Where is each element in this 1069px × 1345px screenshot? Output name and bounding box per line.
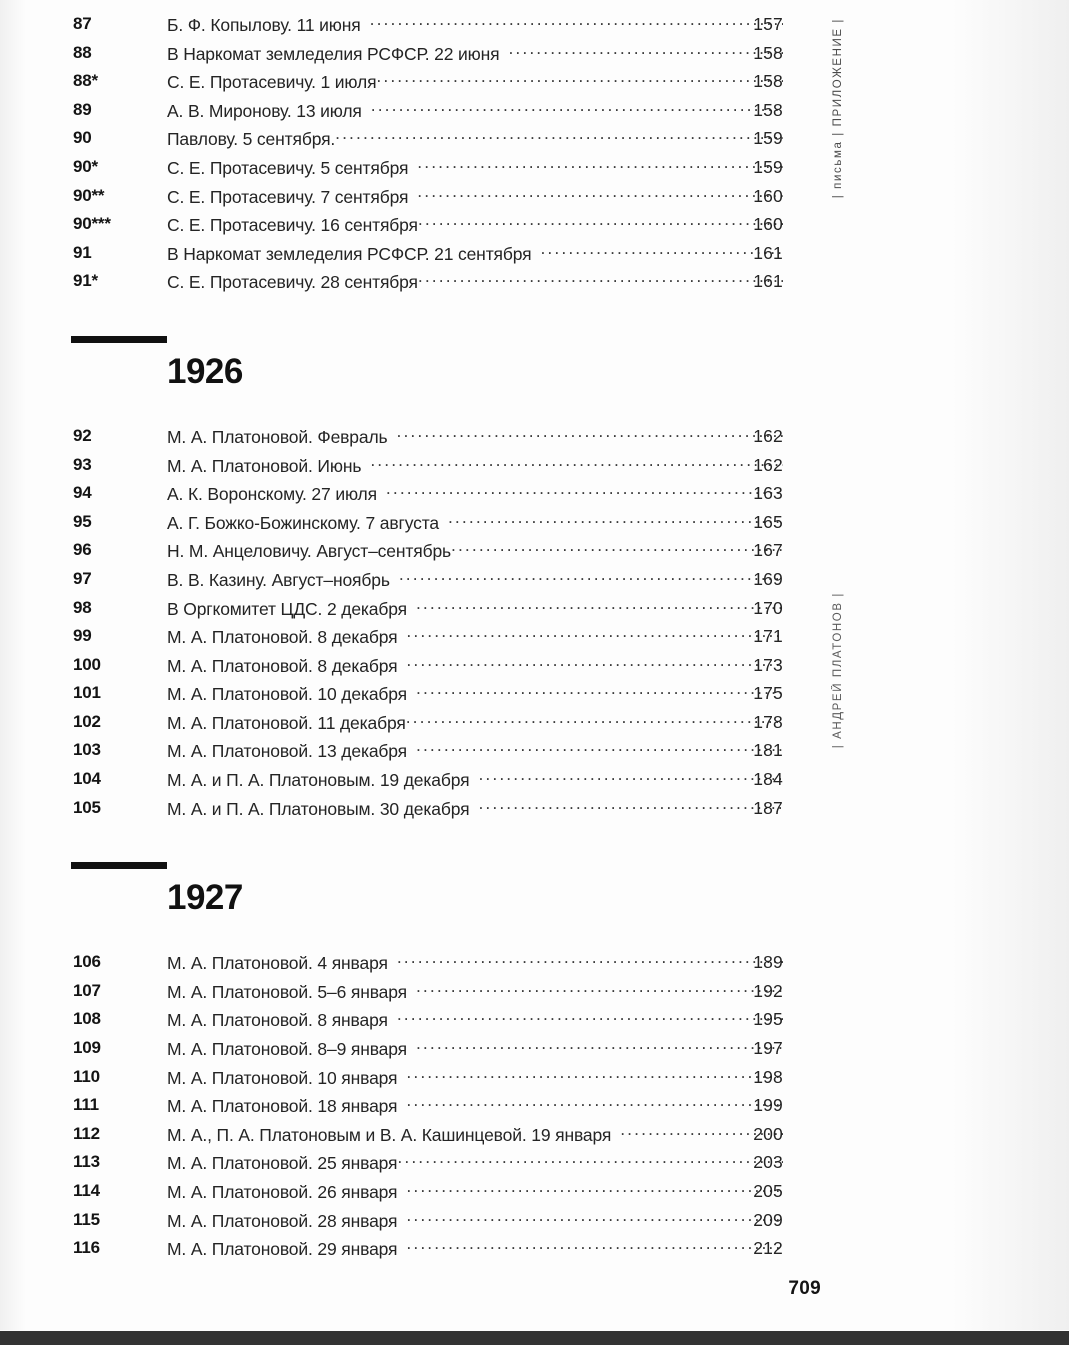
entry-page-number[interactable]: 158 [753,99,783,120]
entry-body [167,1038,783,1060]
entry-page-number[interactable]: 161 [753,271,783,292]
entry-title: М. А. Платоновой. 26 января [167,1182,398,1202]
entry-number: 108 [73,1009,101,1029]
entry-page-number[interactable]: 184 [753,769,783,790]
entry-number: 95 [73,511,92,531]
entry-title: В Наркомат земледелия РСФСР. 22 июня [167,43,500,64]
index-entry[interactable] [0,71,1069,100]
index-entry[interactable] [0,100,1069,129]
entry-title: М. А. Платоновой. Февраль [167,426,388,447]
entry-page-number[interactable]: 162 [753,425,783,446]
top-spacer [0,0,1069,14]
entry-number: 88 [73,42,92,62]
entry-number: 107 [73,980,101,1000]
entry-number: 110 [73,1066,100,1086]
entry-page-number[interactable]: 192 [753,980,783,1001]
index-entry[interactable] [0,1181,1069,1210]
entry-page-number[interactable]: 165 [753,511,783,532]
entry-number: 102 [73,711,101,731]
entry-title: М. А. Платоновой. 29 января [167,1239,398,1260]
entry-page-number[interactable]: 203 [753,1152,783,1173]
entry-body [167,455,783,477]
entry-number: 106 [73,952,101,972]
entry-number: 90** [73,185,105,205]
index-entry[interactable] [0,1238,1069,1267]
entry-body [167,1152,783,1174]
index-entry[interactable] [0,43,1069,72]
entry-body [167,598,783,620]
index-entry[interactable] [0,952,1069,981]
entry-page-number[interactable]: 160 [753,214,783,235]
entry-page-number[interactable]: 198 [753,1066,783,1087]
entry-number: 100 [73,654,101,674]
entry-body [167,43,783,65]
entry-number: 88* [73,71,98,91]
entry-body [167,769,783,791]
index-entry[interactable] [0,1067,1069,1096]
entry-body [167,1009,783,1031]
entry-number: 91 [73,242,92,262]
entry-number: 114 [73,1181,100,1200]
entry-title: М. А. Платоновой. 10 января [167,1067,398,1088]
entry-body [167,243,783,265]
entry-number: 116 [73,1238,100,1258]
entry-body [167,683,783,705]
entry-body [167,1210,783,1232]
index-entry[interactable] [0,598,1069,627]
entry-number: 101 [73,683,101,703]
entry-body [167,569,783,591]
entry-title: В Оргкомитет ЦДС. 2 декабря [167,598,407,619]
entry-number: 93 [73,454,92,474]
index-entry[interactable] [0,512,1069,541]
entry-page-number[interactable]: 158 [753,71,783,92]
entry-page-number[interactable]: 158 [753,42,783,63]
year-section-heading [0,856,1069,952]
running-head-appendix [832,18,844,198]
index-entry[interactable] [0,186,1069,215]
entry-number: 113 [73,1152,100,1172]
index-entry[interactable] [0,1095,1069,1124]
entry-title: Б. Ф. Копылову. 11 июня [167,15,361,35]
entry-number: 98 [73,597,92,617]
entry-number: 92 [73,425,92,445]
entry-page-number[interactable]: 173 [753,654,783,675]
entry-title: Н. М. Анцеловичу. Август–сентябрь [167,541,451,562]
entry-page-number[interactable]: 200 [753,1123,783,1144]
entry-number: 91* [73,271,98,291]
entry-body [167,1067,783,1089]
entry-page-number[interactable]: 159 [753,128,783,149]
dot-leader [335,128,783,145]
entry-title: М. А. Платоновой. 8 декабря [167,655,398,676]
entry-title: М. А. Платоновой. 10 декабря [167,684,407,705]
entry-page-number[interactable]: 181 [753,740,783,761]
entry-title: С. Е. Протасевичу. 7 сентября [167,186,409,207]
entry-number: 105 [73,797,101,817]
entry-number: 103 [73,740,101,760]
entry-body [167,1238,783,1260]
entry-body [167,14,783,36]
entry-page-number[interactable]: 175 [753,683,783,704]
entry-body [167,1095,783,1117]
index-entry[interactable] [0,655,1069,684]
entry-title: М. А. Платоновой. 4 января [167,953,388,974]
running-head-appendix-text: | письма | ПРИЛОЖЕНИЕ | [832,18,844,199]
entry-page-number[interactable]: 187 [753,797,783,818]
entry-body [167,712,783,734]
index-entry[interactable] [0,1038,1069,1067]
entry-title: В Наркомат земледелия РСФСР. 21 сентября [167,243,532,264]
entry-title: М. А. Платоновой. 13 декабря [167,741,407,762]
year-label: 1926 [167,351,243,391]
entry-title: М. А. и П. А. Платоновым. 30 декабря [167,798,470,819]
entry-page-number[interactable]: 162 [753,454,783,475]
entry-body [167,71,783,93]
entry-page-number[interactable]: 170 [753,597,783,618]
index-entry[interactable] [0,626,1069,655]
entry-page-number[interactable]: 189 [753,952,783,973]
entry-body [167,128,783,150]
entry-number: 90* [73,156,98,176]
entry-page-number[interactable]: 157 [753,14,783,34]
entry-page-number[interactable]: 195 [753,1009,783,1030]
index-entry[interactable] [0,1152,1069,1181]
index-entry[interactable] [0,798,1069,827]
entry-number: 109 [73,1038,101,1058]
entry-title: В. В. Казину. Август–ноябрь [167,569,390,590]
entry-body [167,540,783,562]
entry-title: М. А. Платоновой. 25 января [167,1153,398,1174]
entry-page-number[interactable]: 163 [753,483,783,504]
entry-body [167,271,783,293]
entry-body [167,1181,783,1203]
entry-number: 90*** [73,214,111,234]
entry-title: А. В. Миронову. 13 июля [167,100,362,121]
year-section-heading [0,330,1069,426]
entry-body [167,186,783,208]
entry-title: М. А. Платоновой. Июнь [167,455,362,476]
entry-body [167,512,783,534]
scan-bottom-edge-band [0,1331,1069,1345]
index-entry[interactable] [0,157,1069,186]
entry-body [167,426,783,448]
entry-page-number[interactable]: 160 [753,185,783,206]
entry-number: 104 [73,769,101,789]
entry-title: С. Е. Протасевичу. 1 июля [167,72,377,93]
index-entry[interactable] [0,1009,1069,1038]
entry-number: 96 [73,540,92,560]
entry-page-number[interactable]: 171 [753,626,783,647]
entry-number: 87 [73,14,92,33]
entry-body [167,981,783,1003]
entry-title: С. Е. Протасевичу. 16 сентября [167,215,418,236]
index-entry[interactable] [0,455,1069,484]
index-entry[interactable] [0,569,1069,598]
running-head-author [832,592,844,748]
entry-body [167,157,783,179]
index-entry[interactable] [0,981,1069,1010]
entry-page-number[interactable]: 197 [753,1038,783,1059]
entry-page-number[interactable]: 209 [753,1209,783,1230]
entry-page-number[interactable]: 199 [753,1095,783,1116]
entry-page-number[interactable]: 159 [753,156,783,177]
entry-page-number[interactable]: 169 [753,568,783,589]
entry-title: М. А. Платоновой. 8 января [167,1010,388,1031]
index-entry[interactable] [0,426,1069,455]
entry-title: М. А. Платоновой. 18 января [167,1096,398,1117]
entry-title: Павлову. 5 сентября. [167,129,336,150]
section-spacer [0,300,1069,330]
entry-number: 99 [73,626,92,646]
index-entry[interactable] [0,769,1069,798]
entry-page-number[interactable]: 212 [753,1238,783,1259]
entry-body [167,740,783,762]
entry-number: 115 [73,1209,100,1229]
entry-title: М. А. Платоновой. 8 декабря [167,627,398,648]
section-spacer [0,826,1069,856]
entry-number: 112 [73,1123,100,1143]
index-entry[interactable] [0,683,1069,712]
entry-number: 89 [73,99,92,119]
entry-number: 111 [73,1095,99,1115]
entry-body [167,100,783,122]
index-entry[interactable] [0,1124,1069,1153]
entry-title: С. Е. Протасевичу. 28 сентября [167,272,418,293]
entry-page-number[interactable]: 178 [753,711,783,732]
index-entry[interactable] [0,214,1069,243]
entry-title: М. А. Платоновой. 8–9 января [167,1039,407,1060]
entry-number: 90 [73,128,92,148]
index-entry[interactable] [0,243,1069,272]
index-entry[interactable] [0,540,1069,569]
index-entry[interactable] [0,128,1069,157]
entry-body [167,214,783,236]
index-entry[interactable] [0,740,1069,769]
entry-page-number[interactable]: 161 [753,242,783,263]
entry-title: М. А. Платоновой. 11 декабря [167,712,406,733]
section-rule [71,336,167,343]
entry-body [167,798,783,820]
entry-body [167,483,783,505]
entry-body [167,655,783,677]
index-entry[interactable] [0,483,1069,512]
entry-page-number[interactable]: 205 [753,1181,783,1201]
section-rule [71,862,167,869]
entry-title: М. А. Платоновой. 28 января [167,1210,398,1231]
index-entry[interactable] [0,1210,1069,1239]
entry-title: М. А. и П. А. Платоновым. 19 декабря [167,770,470,791]
entry-title: М. А. Платоновой. 5–6 января [167,981,407,1002]
index-entry[interactable] [0,712,1069,741]
entry-body [167,1124,783,1146]
entry-title: С. Е. Протасевичу. 5 сентября [167,157,409,178]
entry-body [167,626,783,648]
entry-number: 94 [73,483,92,503]
index-entry[interactable] [0,14,1069,43]
entry-title: А. Г. Божко-Божинскому. 7 августа [167,512,439,533]
entry-title: А. К. Воронскому. 27 июля [167,484,377,505]
entry-page-number[interactable]: 167 [753,540,783,561]
page-number: 709 [788,1278,821,1299]
year-label: 1927 [167,878,243,918]
running-head-author-text: | АНДРЕЙ ПЛАТОНОВ | [832,592,844,749]
entry-title: М. А., П. А. Платоновым и В. А. Кашинцевой. 19 января [167,1124,612,1145]
entry-body [167,952,783,974]
entry-number: 97 [73,568,92,588]
index-entry[interactable] [0,271,1069,300]
